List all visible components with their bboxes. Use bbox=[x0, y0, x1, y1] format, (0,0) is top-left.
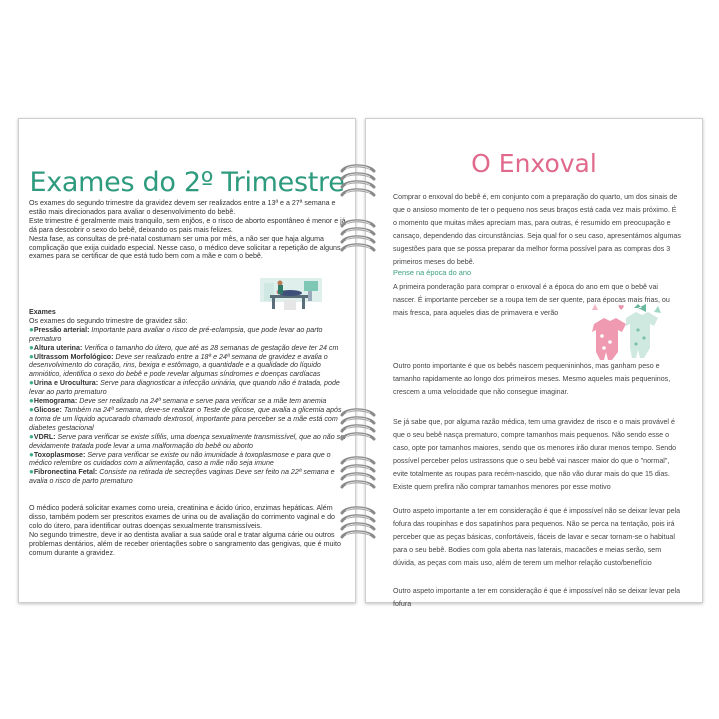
intro-paragraph: Nesta fase, as consultas de pré-natal costumam ser uma por mês, a não ser que haja alguma complicação que exija cuidado especial. Nesse caso, o médico deve solicitar a repetição de alguns exames para se certificar de que está tudo bem com a mãe e com o bebê. bbox=[29, 234, 341, 261]
enxoval-paragraph: Se já sabe que, por alguma razão médica, tem uma gravidez de risco e o mais provável é que o seu bebê nasça prematuro, compre tamanhos mais pequenos. Não sendo esse o caso, opte por tamanhos maiores, sendo que os menores irão durar menos tempo. Sendo possível perceber pelos ustrassons que o seu bebê vai nascer maior do que o "normal", evite totalmente as roupas para recém-nascido, que não vão durar mais do que 15 dias. Existe quem prefira não comprar tamanhos menores por esse motivo bbox=[393, 418, 677, 491]
enxoval-paragraph: Outro ponto importante é que os bebês nascem pequenininhos, mas ganham peso e tamanho rapidamente ao longo dos primeiros meses. Mesmo aqueles mais pequeninos, crescem a uma velocidade que não consegue imaginar. bbox=[393, 362, 671, 396]
bullet-dot-icon: ● bbox=[29, 342, 34, 352]
exams-heading: Exames bbox=[29, 308, 56, 316]
bullet-dot-icon: ● bbox=[29, 351, 34, 361]
exam-item: ●Ultrassom Morfológico: Deve ser realizado entre a 18ª e 24ª semana de gravidez e avalia o desenvolvimento do coração, rins, bexiga e estômago, a quantidade e a qualidade do líquido amniótico, identifica o sexo do bebê e pode revelar algumas síndromes e doenças cardíacas bbox=[29, 351, 328, 379]
intro-paragraph: Este trimestre é geralmente mais tranquilo, sem enjôos, e o risco de aborto espontâneo é menor e já dá para descobrir o sexo do bebê, deixando os pais mais felizes. bbox=[29, 216, 346, 234]
right-page bbox=[365, 118, 703, 608]
enxoval-paragraph: Outro aspeto importante a ter em consideração é que é impossível não se deixar levar pela fofura das roupinhas e dos sapatinhos para pequenos. Não se perca na tentação, pois irá perceber que as peças básicas, confortáveis, fáceis de lavar e secar tornam-se o habitual para o seu bebê. Bodies com gola aberta nas laterais, macacões e meias serão, sem dúvida, as peças com mais uso, além de terem um melhor relação custo/benefício bbox=[393, 507, 681, 567]
exam-item: ●Pressão arterial: Importante para avaliar o risco de pré-eclampsia, que pode levar ao parto prematuro bbox=[29, 324, 323, 343]
ultrasound-illustration-icon bbox=[246, 275, 326, 311]
closing-paragraph: No segundo trimestre, deve ir ao dentista avaliar a sua saúde oral e tratar alguma cárie ou outros problemas dentários, além de receber orientações sobre o sangramento das gengivas, que é muito comum durante a gravidez. bbox=[29, 530, 341, 557]
exams-intro: Os exames do segundo trimestre de gravidez são: bbox=[29, 316, 188, 325]
intro-text bbox=[29, 199, 347, 261]
bullet-dot-icon: ● bbox=[29, 431, 34, 441]
exam-item: ●Toxoplasmose: Serve para verificar se existe ou não imunidade à toxoplasmose e para que o médico relembre os cuidados com a alimentação, caso a mãe não seja imune bbox=[29, 449, 331, 468]
enxoval-paragraph: Outro aspeto importante a ter em consideração é que é impossível não se deixar levar pela fofura bbox=[393, 587, 681, 608]
exams-section bbox=[29, 308, 347, 486]
right-page-title: O Enxoval bbox=[471, 149, 597, 178]
exam-item: ●Glicose: Também na 24ª semana, deve-se realizar o Teste de glicose, que avalia a glicemia após a toma de um líquido açucarado chamado dextrosol, importante para perceber se a mãe está com diabetes gestacional bbox=[29, 404, 342, 432]
bullet-dot-icon: ● bbox=[29, 324, 34, 334]
exam-item: ●Fibronectina Fetal: Consiste na retirada de secreções vaginas Deve ser feito na 22ª semana e avalia o risco de parto prematuro bbox=[29, 467, 335, 486]
exam-item: ●Hemograma: Deve ser realizado na 24ª semana e serve para verificar se a mãe tem anemia bbox=[29, 396, 327, 406]
enxoval-paragraph: Comprar o enxoval do bebê é, em conjunto com a preparação do quarto, um dos sinais de que o ansioso momento de ter o pequeno nos seus braços está cada vez mais próximo. É o momento que muitas mães apreciam mas, para outras, é resumido em preocupação e cansaço, dependendo das circunstâncias. Seja qual for o seu caso, apresentámos algumas sugestões para que se possa preparar da melhor forma possível para as compras dos 3 primeiros meses do bebê. bbox=[393, 193, 681, 266]
bullet-dot-icon: ● bbox=[29, 404, 34, 414]
closing-paragraph: O médico poderá solicitar exames como ureia, creatinina e ácido úrico, enzimas hepáticas. Além disso, também podem ser prescritos exames de urina ou de avaliação do corrimento vaginal e do colo do útero, para identificar outras doenças sexualmente transmissíveis. bbox=[29, 504, 335, 530]
left-page bbox=[18, 118, 356, 603]
bullet-dot-icon: ● bbox=[29, 449, 34, 459]
exam-item: ●Altura uterina: Verifica o tamanho do útero, que até as 28 semanas de gestação deve ter 24 cm bbox=[29, 342, 339, 352]
left-page-title: Exames do 2º Trimestre bbox=[29, 167, 345, 198]
bullet-dot-icon: ● bbox=[29, 467, 34, 477]
bullet-dot-icon: ● bbox=[29, 378, 34, 388]
intro-paragraph: Os exames do segundo trimestre da gravidez devem ser realizados entre a 13ª e a 27ª semana e estão mais direcionados para avaliar o desenvolvimento do bebê. bbox=[29, 199, 336, 216]
spiral-binding bbox=[338, 0, 378, 719]
closing-text bbox=[29, 504, 347, 557]
baby-clothes-illustration-icon bbox=[588, 302, 664, 364]
exam-item: ●Urina e Urocultura: Serve para diagnosticar a infecção urinária, que quando não é tratada, pode levar ao parto prematuro bbox=[29, 378, 340, 397]
bullet-dot-icon: ● bbox=[29, 396, 34, 406]
svg-text:♥: ♥ bbox=[618, 304, 625, 312]
enxoval-paragraph: A primeira ponderação para comprar o enxoval é a época do ano em que o bebê vai nascer. É importante perceber se a roupa tem de ser quente, para épocas mais frias, ou mais fresca, para aqueles dias de primavera e verão bbox=[393, 283, 670, 317]
exam-item: ●VDRL: Serve para verificar se existe sífilis, uma doença sexualmente transmissível, que ao não ser devidamente tratada pode levar a uma malformação do bebê ou aborto bbox=[29, 431, 347, 450]
section-subheading: Pense na época do ano bbox=[393, 268, 472, 277]
